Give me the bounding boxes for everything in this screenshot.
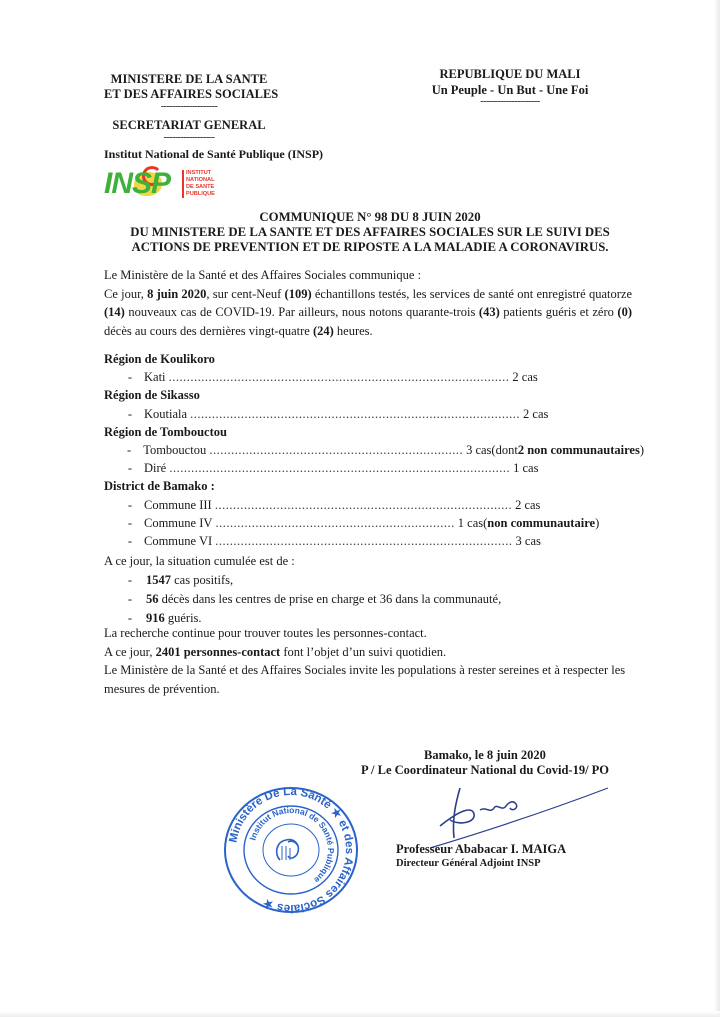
locality: Diré [144, 461, 167, 476]
national-motto: Un Peuple - Un But - Une Foi [431, 83, 589, 97]
hours-count: (24) [312, 323, 334, 338]
text: font l’objet d’un suivi quotidien. [280, 644, 447, 659]
title-line-2: DU MINISTERE DE LA SANTE ET DES AFFAIRES SOCIALES SUR LE SUIVI DES [130, 225, 610, 239]
region-heading: District de Bamako : [104, 479, 215, 494]
recovered-count: (43) [478, 305, 500, 319]
separator: --------------------- [480, 96, 540, 107]
locality: Tombouctou [143, 443, 207, 458]
case-row [104, 459, 644, 477]
locality: Koutiala [144, 406, 188, 421]
cumulative-item [104, 571, 644, 590]
republic-header [420, 66, 600, 106]
locality: Commune VI [144, 534, 213, 549]
institute-name: Institut National de Santé Publique (INSP) [104, 147, 324, 161]
stamp-inner-text: Institut National de Santé Publique [247, 804, 337, 886]
intro-section [104, 266, 632, 340]
region-heading: Région de Sikasso [104, 388, 200, 403]
region-heading: Région de Koulikoro [104, 352, 215, 366]
logo-text-line: PUBLIQUE [186, 191, 215, 197]
text: nouveaux cas de COVID-19. Par ailleurs, nous notons quarante-trois [124, 305, 479, 319]
leader-dots: .............................................................................................. [169, 461, 511, 476]
ministry-line-1: MINISTERE DE LA SANTE [110, 72, 268, 86]
new-cases: (14) [104, 305, 125, 319]
signatory-name: Professeur Ababacar I. MAIGA [396, 842, 567, 856]
note: (dont [491, 443, 518, 458]
logo-letters: INSP [104, 167, 171, 200]
text: échantillons testés, les services de santé ont enregistré quatorze [311, 286, 632, 301]
case-count: 3 cas [466, 443, 492, 458]
signatory-role: Directeur Général Adjoint INSP [396, 858, 541, 869]
leader-dots: .................................................................................. [214, 497, 513, 512]
report-date: 8 juin 2020 [147, 286, 207, 301]
case-row [104, 441, 644, 459]
logo-text-line: INSTITUT [186, 170, 212, 176]
communique-title [120, 210, 620, 255]
bullet-dash: - [127, 497, 132, 512]
case-row [104, 532, 644, 550]
handwritten-signature-icon [430, 780, 620, 850]
cumulative-item [104, 590, 644, 609]
total-positive: 1547 [146, 573, 171, 587]
contacts-count: 2401 personnes-contact [155, 644, 281, 659]
note-bold: non communautaire [487, 515, 596, 530]
page-edge-shadow [714, 0, 720, 1017]
note: ( [483, 515, 488, 530]
locality: Kati [144, 370, 166, 385]
region-heading: Région de Tombouctou [104, 424, 227, 439]
text: décès au cours des dernières vingt-quatre [104, 323, 313, 338]
leader-dots: .............................................................................................. [168, 370, 510, 385]
bullet-dash: - [127, 534, 132, 549]
closing-line: La recherche continue pour trouver toutes les personnes-contact. [104, 626, 427, 640]
leader-dots: .................................................................. [215, 515, 455, 530]
logo-text-line: DE SANTE [186, 184, 215, 190]
bullet-dash: - [127, 461, 132, 476]
text: Ce jour, [104, 286, 148, 301]
case-count: 1 cas [457, 515, 484, 530]
text: décès dans les centres de prise en charge et 36 dans la communauté, [158, 592, 502, 606]
locality: Commune III [144, 497, 212, 512]
case-count: 2 cas [512, 370, 538, 385]
logo-text [186, 170, 215, 198]
cumulative-intro: A ce jour, la situation cumulée est de : [104, 554, 295, 568]
case-count: 2 cas [523, 406, 549, 421]
leader-dots: ........................................................................................... [190, 406, 521, 421]
regional-cases-list [104, 350, 644, 550]
secretariat-label: SECRETARIAT GENERAL [112, 118, 266, 132]
deaths-count: (0) [617, 305, 632, 319]
samples-tested: (109) [284, 286, 312, 301]
bullet-dash: - [127, 573, 132, 587]
closing-line: Le Ministère de la Santé et des Affaires Sociales invite les populations à rester sereines et à respecter les mesures de prévention. [104, 663, 626, 696]
signature-header [340, 748, 630, 778]
logo-text-line: NATIONAL [186, 177, 215, 183]
ministry-line-2: ET DES AFFAIRES SOCIALES [104, 87, 279, 101]
note-bold: 2 non communautaires [517, 443, 640, 458]
bullet-dash: - [127, 370, 132, 385]
title-line-1: COMMUNIQUE N° 98 DU 8 JUIN 2020 [259, 210, 481, 224]
text: cas positifs, [171, 573, 234, 587]
text: A ce jour, [104, 644, 156, 659]
text: heures. [333, 323, 373, 338]
intro-line: Le Ministère de la Santé et des Affaires Sociales communique : [104, 268, 422, 282]
closing-line [104, 643, 632, 662]
bullet-dash: - [127, 406, 132, 421]
bullet-dash: - [127, 443, 132, 458]
case-count: 2 cas [515, 497, 541, 512]
text: guéris. [164, 611, 202, 625]
page-bottom-shadow [0, 1011, 720, 1017]
case-row [104, 514, 644, 532]
insp-logo [104, 168, 224, 200]
on-behalf-line: P / Le Coordinateur National du Covid-19/ PO [360, 763, 610, 777]
official-stamp-icon [222, 786, 360, 914]
bullet-dash: - [127, 515, 132, 530]
place-date: Bamako, le 8 juin 2020 [424, 748, 546, 762]
locality: Commune IV [144, 515, 213, 530]
separator: -------------------- [160, 101, 218, 112]
note: ) [595, 515, 600, 530]
note: ) [639, 443, 644, 458]
ministry-header [104, 72, 344, 162]
logo-divider [182, 170, 184, 198]
leader-dots: .................................................................................. [215, 534, 513, 549]
case-count: 1 cas [513, 461, 539, 476]
title-line-3: ACTIONS DE PREVENTION ET DE RIPOSTE A LA MALADIE A CORONAVIRUS. [131, 240, 609, 254]
total-deaths: 56 [146, 592, 159, 606]
cumulative-section [104, 552, 644, 628]
case-count: 3 cas [515, 534, 541, 549]
separator: ------------------ [163, 132, 215, 143]
text: , sur cent-Neuf [206, 286, 285, 301]
text: patients guéris et zéro [499, 305, 618, 319]
bullet-dash: - [127, 592, 132, 606]
stamp-outer-text: Ministère De La Santé ★ et des Affaires Sociales ★ [227, 786, 356, 914]
total-recovered: 916 [146, 611, 165, 625]
daily-summary-paragraph [104, 285, 632, 341]
case-row [104, 405, 644, 423]
case-row [104, 496, 644, 514]
country-name: REPUBLIQUE DU MALI [439, 67, 581, 81]
bullet-dash: - [127, 611, 132, 625]
leader-dots: ...................................................................... [209, 443, 464, 458]
case-row [104, 368, 644, 386]
closing-section [104, 624, 632, 698]
